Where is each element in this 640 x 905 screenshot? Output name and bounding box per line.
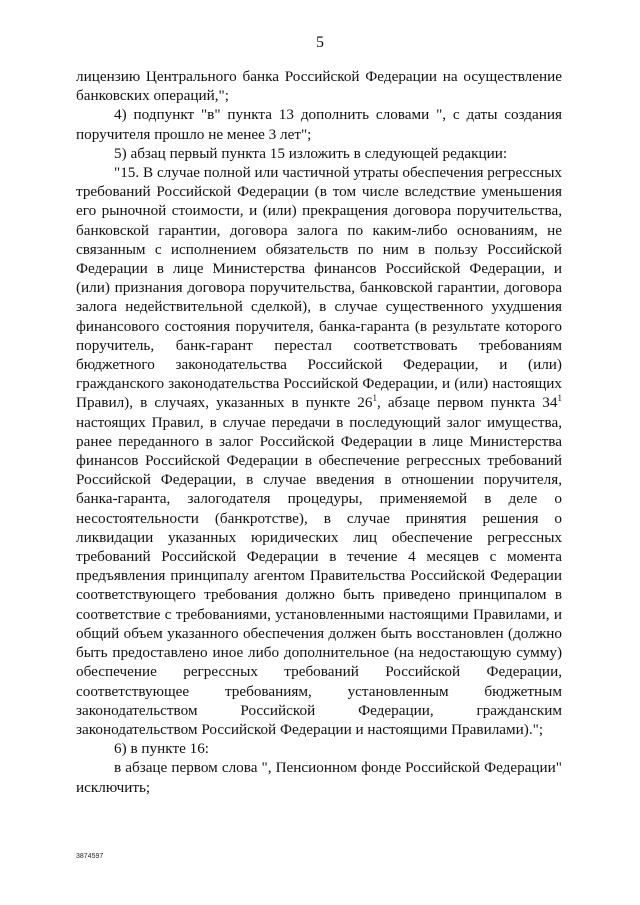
superscript-1: 1 [372, 393, 377, 404]
paragraph-clause-15 [76, 163, 562, 739]
paragraph-item-5: 5) абзац первый пункта 15 изложить в следующей редакции: [114, 144, 508, 162]
clause-15-text-part-3: настоящих Правил, в случае передачи в последующий залог имущества, ранее переданного в залог Российской Федерации в лице Министерства финансов Российской Федерации в обеспечение регрессных требований Российской Федерации, в случае введения в отношении поручителя, банка-гаранта, залогодателя процедуры, применяемой в деле о несостоятельности (банкротстве), в случае принятия решения о ликвидации указанных юридических лиц обеспечение регрессных требований Российской Федерации в течение 4 месяцев с момента предъявления принципалу агентом Правительства Российской Федерации соответствующего требования должно быть приведено принципалом в соответствие с требованиями, установленными настоящими Правилами, и общий объем указанного обеспечения должен быть восстановлен (должно быть предоставлено иное либо дополнительное (на недостающую сумму) обеспечение регрессных требований Российской Федерации, соответствующее требованиям, установленным бюджетным законодательством Российской Федерации, гражданским законодательством Российской Федерации и настоящими Правилами)."; [76, 413, 562, 738]
clause-15-text-part-2: , абзаце первом пункта 34 [377, 394, 558, 412]
document-body [76, 67, 562, 797]
superscript-2: 1 [557, 393, 562, 404]
paragraph-license-continuation: лицензию Центрального банка Российской Федерации на осуществление банковских операций,"; [76, 68, 562, 105]
paragraph-item-4: 4) подпункт "в" пункта 13 дополнить словами ", с даты создания поручителя прошло не менее 3 лет"; [76, 106, 562, 143]
page-number: 5 [316, 34, 324, 51]
paragraph-item-6: 6) в пункте 16: [114, 740, 210, 758]
paragraph-item-6-subclause: в абзаце первом слова ", Пенсионном фонде Российской Федерации" исключить; [76, 759, 562, 796]
document-id: 3874597 [76, 853, 104, 860]
clause-15-text-part-1: "15. В случае полной или частичной утраты обеспечения регрессных требований Российской Федерации (в том числе вследствие уменьшения его рыночной стоимости, и (или) прекращения договора поручительства, банковской гарантии, договора залога по каким-либо основаниям, не связанным с исполнением обязательств по ним в пользу Российской Федерации в лице Министерства финансов Российской Федерации, и (или) признания договора поручительства, банковской гарантии, договора залога недействительной сделкой), в случае существенного ухудшения финансового состояния поручителя, банка-гаранта (в результате которого поручитель, банк-гарант перестал соответствовать требованиям бюджетного законодательства Российской Федерации, и (или) гражданского законодательства Российской Федерации, и (или) настоящих Правил), в случаях, указанных в пункте 26 [76, 164, 562, 412]
